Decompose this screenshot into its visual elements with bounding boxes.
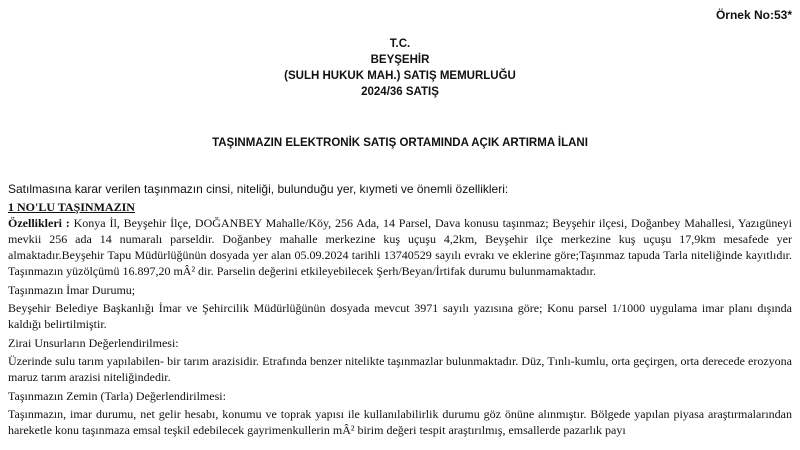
office-line-city: BEYŞEHİR (370, 54, 430, 66)
office-line-case-number: 2024/36 SATIŞ (361, 86, 439, 98)
document-title: TAŞINMAZIN ELEKTRONİK SATIŞ ORTAMINDA AÇIK ARTIRMA İLANI (212, 137, 588, 149)
features-paragraph (8, 215, 792, 279)
property-heading: 1 NO'LU TAŞINMAZIN (8, 200, 135, 214)
ground-text: Taşınmazın, imar durumu, net gelir hesabı, konumu ve toprak yapısı ile kullanılabilirlik durumu göz önüne alınmıştır. Bölgede yapılan piyasa araştırmalarından hareketle konu taşınmaza emsal teşkil edebilecek gayrimenkullerin mÂ² birim değeri tespit araştırılmış, emsallerde pazarlık payı (8, 407, 792, 437)
agri-label: Zirai Unsurların Değerlendirilmesi: (8, 336, 179, 350)
zoning-label: Taşınmazın İmar Durumu; (8, 283, 136, 297)
features-label: Özellikleri : (8, 216, 70, 230)
office-line-tc: T.C. (389, 38, 411, 50)
office-line-department: (SULH HUKUK MAH.) SATIŞ MEMURLUĞU (284, 70, 516, 82)
sample-number: Örnek No:53* (715, 8, 792, 22)
office-header (0, 36, 800, 100)
features-text: Konya İl, Beyşehir İlçe, DOĞANBEY Mahalle/Köy, 256 Ada, 14 Parsel, Dava konusu taşınmaz; Beyşehir ilçesi, Doğanbey Mahallesi, Yazıgüneyi mevkii 256 ada 14 numaralı parseldir. Doğanbey mahalle merkezine kuş uçuşu 4,2km, Beyşehir ilçe merkezine kuş uçuşu 17,9km mesafede yer almaktadır.Beyşehir Tapu Müdürlüğünün dosyada yer alan 05.09.2024 tarihli 13740529 sayılı evrakı ve eklerine göre;Taşınmaz tapuda Tarla niteliğinde kayıtlıdır. Taşınmazın yüzölçümü 16.897,20 mÂ² dir. Parselin değerini etkileyebilecek Şerh/Beyan/İrtifak durumu bulunmamaktadır. (8, 216, 793, 278)
intro-text: Satılmasına karar verilen taşınmazın cinsi, niteliği, bulunduğu yer, kıymeti ve önemli özellikleri: (8, 182, 509, 196)
ground-label: Taşınmazın Zemin (Tarla) Değerlendirilmesi: (8, 389, 226, 403)
zoning-text: Beyşehir Belediye Başkanlığı İmar ve Şehircilik Müdürlüğünün dosyada mevcut 3971 sayılı yazısına göre; Konu parsel 1/1000 uygulama imar planı dışında kaldığı belirtilmiştir. (8, 301, 792, 331)
agri-text: Üzerinde sulu tarım yapılabilen- bir tarım arazisidir. Etrafında benzer nitelikte taşınmazlar bulunmaktadır. Düz, Tınlı-kumlu, orta geçirgen, orta derecede erozyona maruz tarım arazisi niteliğindedir. (8, 354, 792, 384)
property-section (8, 199, 792, 438)
